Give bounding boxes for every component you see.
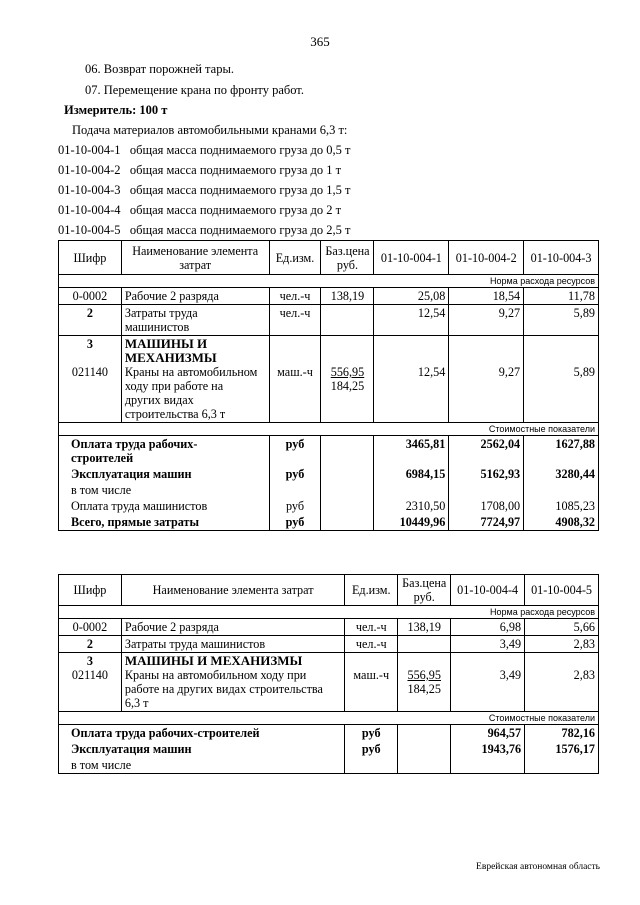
cost-unit: руб xyxy=(269,466,321,482)
row-name: МАШИНЫ И МЕХАНИЗМЫ Краны на автомобильном ходу при работе на других видах строительства 6,3 т xyxy=(121,336,269,423)
row-value: 5,89 xyxy=(524,305,599,336)
resource-table-2 xyxy=(58,574,599,774)
row-price: 138,19 xyxy=(321,288,374,305)
row-value: 2,83 xyxy=(525,636,599,653)
row-name: Рабочие 2 разряда xyxy=(121,288,269,305)
row-value: 3,49 xyxy=(451,636,525,653)
cost-value: 10449,96 xyxy=(374,514,449,531)
row-value: 12,54 xyxy=(374,336,449,423)
code-line: 01-10-004-2 общая масса поднимаемого груза до 1 т xyxy=(58,163,342,177)
cost-unit: руб xyxy=(345,725,398,742)
row-value: 6,98 xyxy=(451,619,525,636)
cost-name: в том числе xyxy=(59,482,270,498)
header-code-1: 01-10-004-1 xyxy=(374,241,449,275)
header-shifr: Шифр xyxy=(59,575,122,606)
row-unit: маш.-ч xyxy=(269,336,321,423)
row-code: 0-0002 xyxy=(59,619,122,636)
norm-label: Норма расхода ресурсов xyxy=(59,275,599,288)
row-value: 3,49 xyxy=(451,653,525,712)
row-code: 2 xyxy=(59,305,122,336)
cost-value: 1708,00 xyxy=(449,498,524,514)
row-value: 5,89 xyxy=(524,336,599,423)
cost-label: Стоимостные показатели xyxy=(59,423,599,436)
row-code: 0-0002 xyxy=(59,288,122,305)
code-line: 01-10-004-4 общая масса поднимаемого груза до 2 т xyxy=(58,203,342,217)
measure-unit: Измеритель: 100 т xyxy=(64,103,168,117)
row-code: 3 021140 xyxy=(59,336,122,423)
cost-value: 3280,44 xyxy=(524,466,599,482)
header-base-price: Баз.цена руб. xyxy=(321,241,374,275)
header-code-4: 01-10-004-4 xyxy=(451,575,525,606)
row-value: 12,54 xyxy=(374,305,449,336)
header-unit: Ед.изм. xyxy=(345,575,398,606)
row-price: 138,19 xyxy=(398,619,451,636)
cost-name: Оплата труда машинистов xyxy=(59,498,270,514)
row-value: 9,27 xyxy=(449,336,524,423)
cost-value: 1085,23 xyxy=(524,498,599,514)
cost-value: 3465,81 xyxy=(374,436,449,467)
row-unit: чел.-ч xyxy=(269,288,321,305)
header-code-2: 01-10-004-2 xyxy=(449,241,524,275)
resource-table-1 xyxy=(58,240,599,531)
cost-label: Стоимостные показатели xyxy=(59,712,599,725)
row-value: 25,08 xyxy=(374,288,449,305)
row-price xyxy=(398,636,451,653)
header-code-3: 01-10-004-3 xyxy=(524,241,599,275)
row-price: 556,95 184,25 xyxy=(398,653,451,712)
cost-unit: руб xyxy=(345,741,398,757)
intro-line-6: 06. Возврат порожней тары. xyxy=(85,62,234,76)
row-name: МАШИНЫ И МЕХАНИЗМЫ Краны на автомобильном ходу при работе на других видах строительства 6,3 т xyxy=(121,653,344,712)
cost-name: Всего, прямые затраты xyxy=(59,514,270,531)
cost-name: Эксплуатация машин xyxy=(59,741,345,757)
row-value: 5,66 xyxy=(525,619,599,636)
row-unit: чел.-ч xyxy=(345,636,398,653)
row-value: 11,78 xyxy=(524,288,599,305)
code-line: 01-10-004-3 общая масса поднимаемого груза до 1,5 т xyxy=(58,183,351,197)
cost-unit: руб xyxy=(269,514,321,531)
cost-value: 964,57 xyxy=(451,725,525,742)
header-name: Наименование элемента затрат xyxy=(121,575,344,606)
row-unit: маш.-ч xyxy=(345,653,398,712)
cost-unit: руб xyxy=(269,436,321,467)
row-value: 9,27 xyxy=(449,305,524,336)
cost-unit: руб xyxy=(269,498,321,514)
cost-value: 4908,32 xyxy=(524,514,599,531)
code-line: 01-10-004-1 общая масса поднимаемого груза до 0,5 т xyxy=(58,143,351,157)
header-base-price: Баз.цена руб. xyxy=(398,575,451,606)
intro-subtitle: Подача материалов автомобильными кранами 6,3 т: xyxy=(72,123,348,137)
row-value: 18,54 xyxy=(449,288,524,305)
footer-region: Еврейская автономная область xyxy=(476,862,600,872)
row-price xyxy=(321,305,374,336)
page-number: 365 xyxy=(310,34,330,49)
cost-name: Оплата труда рабочих-строителей xyxy=(59,725,345,742)
row-code: 3 021140 xyxy=(59,653,122,712)
cost-name: Оплата труда рабочих- строителей xyxy=(59,436,270,467)
row-name: Затраты труда машинистов xyxy=(121,305,269,336)
header-unit: Ед.изм. xyxy=(269,241,321,275)
cost-value: 1943,76 xyxy=(451,741,525,757)
cost-value: 6984,15 xyxy=(374,466,449,482)
norm-label: Норма расхода ресурсов xyxy=(59,606,599,619)
row-name: Затраты труда машинистов xyxy=(121,636,344,653)
row-name: Рабочие 2 разряда xyxy=(121,619,344,636)
header-shifr: Шифр xyxy=(59,241,122,275)
row-value: 2,83 xyxy=(525,653,599,712)
cost-value: 1627,88 xyxy=(524,436,599,467)
header-code-5: 01-10-004-5 xyxy=(525,575,599,606)
cost-value: 7724,97 xyxy=(449,514,524,531)
cost-name: в том числе xyxy=(59,757,345,774)
code-line: 01-10-004-5 общая масса поднимаемого груза до 2,5 т xyxy=(58,223,351,237)
row-price: 556,95 184,25 xyxy=(321,336,374,423)
cost-value: 2310,50 xyxy=(374,498,449,514)
row-unit: чел.-ч xyxy=(345,619,398,636)
row-unit: чел.-ч xyxy=(269,305,321,336)
header-name: Наименование элемента затрат xyxy=(121,241,269,275)
cost-value: 1576,17 xyxy=(525,741,599,757)
cost-value: 5162,93 xyxy=(449,466,524,482)
cost-value: 782,16 xyxy=(525,725,599,742)
row-code: 2 xyxy=(59,636,122,653)
cost-name: Эксплуатация машин xyxy=(59,466,270,482)
intro-line-7: 07. Перемещение крана по фронту работ. xyxy=(85,83,304,97)
cost-value: 2562,04 xyxy=(449,436,524,467)
